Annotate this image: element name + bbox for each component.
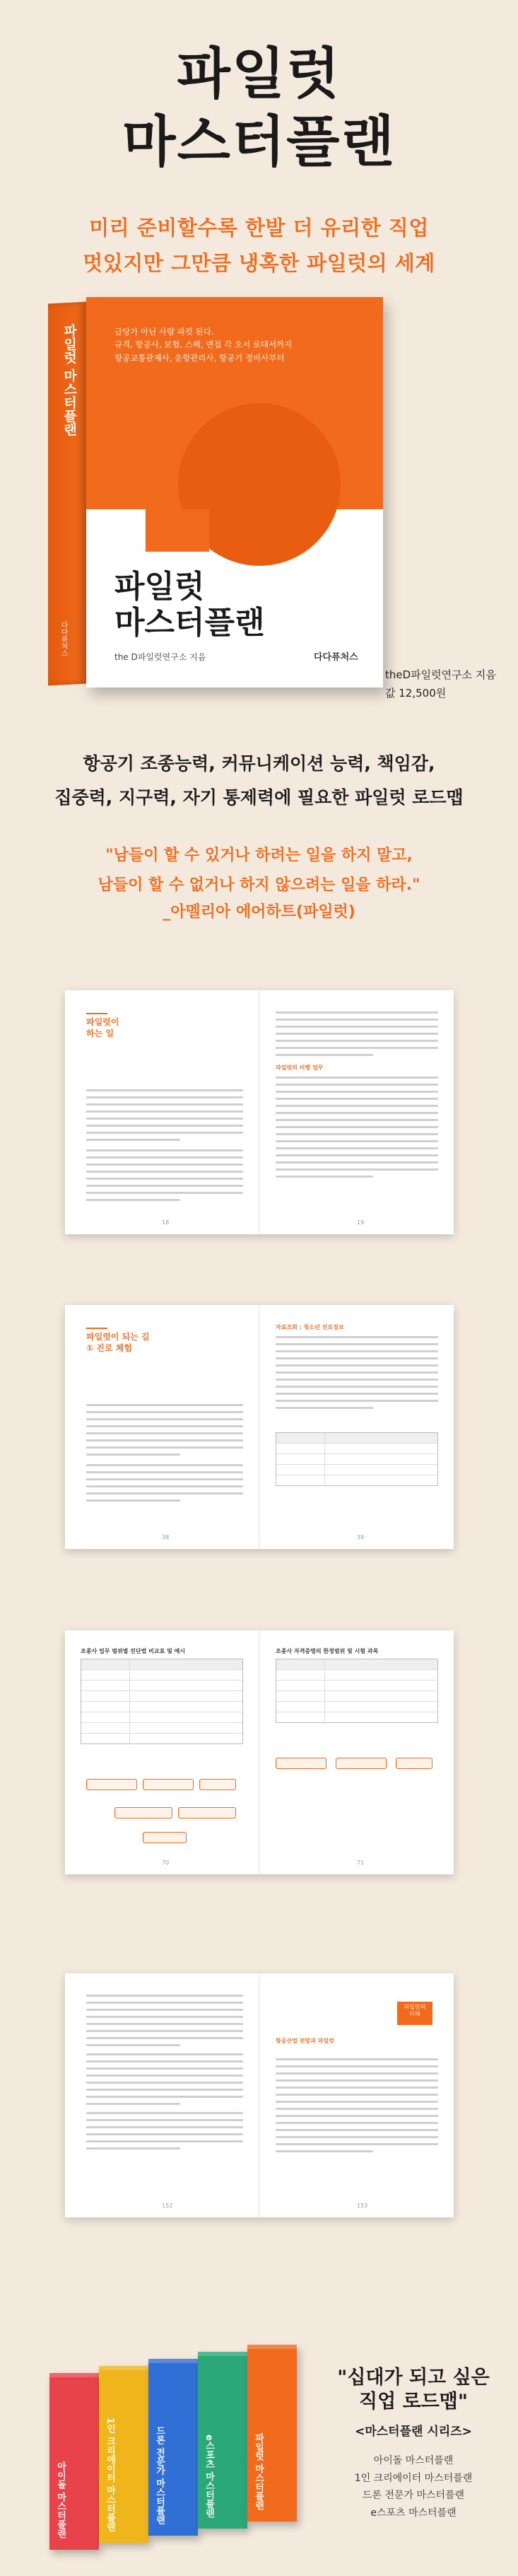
series-book-label: 드론 전문가 마스터플랜 — [154, 2425, 165, 2524]
cover-publisher-logo: 다다퓨처스 — [314, 652, 358, 663]
hero-section — [0, 0, 518, 976]
tagline-line1: 항공기 조종능력, 커뮤니케이션 능력, 책임감, — [83, 753, 435, 774]
book-spread-4 — [65, 1973, 454, 2217]
series-heading — [332, 2366, 495, 2414]
body-text-lines — [86, 1089, 243, 1206]
body-text-lines — [276, 1336, 438, 1414]
page-number: 19 — [357, 1219, 365, 1226]
page-number: 70 — [162, 1860, 170, 1866]
spread-1-left-page — [65, 990, 259, 1234]
book-cover-image — [48, 297, 380, 693]
flow-diagram — [86, 1772, 237, 1850]
series-list-item: 1인 크리에이터 마스터플랜 — [354, 2472, 473, 2484]
license-table — [276, 1659, 438, 1723]
section-subheading: 항공산업 전망과 파일럿 — [276, 2038, 334, 2044]
section-subheading: 파일럿의 비행 업무 — [276, 1064, 324, 1071]
flow-diagram — [276, 1751, 438, 1793]
book-spread-2 — [65, 1305, 454, 1549]
cover-title-line2: 마스터플랜 — [114, 604, 265, 641]
page-number: 152 — [162, 2203, 173, 2209]
chapter-rule — [86, 1013, 107, 1014]
chapter-heading-1: 파일럿이 하는 일 — [86, 1017, 119, 1038]
book-spine — [48, 302, 86, 686]
body-text-lines — [276, 1077, 438, 1183]
chapter-rule — [86, 1328, 107, 1329]
series-book-esports — [198, 2352, 247, 2529]
spine-publisher: 다다퓨처스 — [59, 621, 67, 657]
cover-author: the D파일럿연구소 지음 — [114, 652, 206, 662]
series-name: <마스터플랜 시리즈> — [355, 2425, 472, 2439]
spread-2-right-page — [260, 1305, 454, 1549]
spread-3-right-page — [260, 1630, 454, 1874]
chapter-tag: 파일럿의 미래 — [397, 2002, 432, 2025]
series-list-item: 드론 전문가 마스터플랜 — [362, 2490, 465, 2501]
book-spread-3 — [65, 1630, 454, 1874]
subtitle-line1: 미리 준비할수록 한발 더 유리한 직업 — [89, 216, 429, 240]
series-book-label: e스포츠 마스터플랜 — [204, 2434, 214, 2517]
spread-1-right-page — [260, 990, 454, 1234]
table-title: 조종사 자격증명의 한정범위 및 시험 과목 — [276, 1648, 379, 1654]
spread-4-right-page — [260, 1973, 454, 2217]
main-title-line2: 마스터플랜 — [122, 110, 396, 174]
quote-line1: "남들이 할 수 있거나 하려는 일을 하지 말고, — [105, 847, 413, 864]
comparison-table — [81, 1659, 243, 1744]
book-spread-1 — [65, 990, 454, 1234]
series-book-drone — [148, 2359, 198, 2536]
series-book-idol — [49, 2373, 99, 2550]
series-book-label: 아이돌 마스터플랜 — [55, 2461, 66, 2539]
cover-title-line1: 파일럿 — [114, 569, 205, 605]
spread-2-left-page — [65, 1305, 259, 1549]
book-author: theD파일럿연구소 지음 — [385, 668, 496, 681]
spread-3-left-page — [65, 1630, 259, 1874]
page-number: 18 — [162, 1219, 170, 1226]
chapter-heading-2: 파일럿이 되는 길 ① 진로 체험 — [86, 1332, 150, 1353]
book-meta — [385, 666, 496, 702]
body-text-lines — [276, 1011, 438, 1061]
series-list-item: 아이돌 마스터플랜 — [373, 2455, 454, 2466]
series-section — [0, 2309, 518, 2576]
page-number: 71 — [357, 1860, 365, 1866]
table-title: 조종사 업무 범위별 진단법 비교표 및 예시 — [81, 1648, 186, 1654]
quote-line2: 남들이 할 수 없거나 하지 않으려는 일을 하라." — [98, 876, 420, 894]
series-list — [332, 2452, 495, 2522]
info-table — [276, 1432, 438, 1486]
cover-blurb-line3: 항공교통관제사, 운항관리사, 항공기 정비사부터 — [114, 352, 285, 363]
page-number: 39 — [357, 1534, 365, 1541]
spine-title: 파일럿 마스터플랜 — [61, 323, 77, 437]
quote-author: _아멜리아 에어하트(파일럿) — [163, 903, 355, 921]
page-number: 38 — [162, 1534, 170, 1541]
series-book-pilot — [247, 2345, 297, 2522]
subtitle-line2: 멋있지만 그만큼 냉혹한 파일럿의 세계 — [83, 251, 435, 275]
cover-blurb — [114, 325, 292, 364]
series-book-label: 1인 크리에이터 마스터플랜 — [105, 2417, 115, 2531]
series-list-item: e스포츠 마스터플랜 — [370, 2507, 457, 2519]
body-text-lines — [86, 1404, 243, 1507]
series-book-creator — [99, 2366, 148, 2543]
cover-blurb-line1: 급당가 아닌 사람 파킷 된다. — [114, 327, 214, 337]
main-title-line1: 파일럿 — [177, 42, 341, 106]
series-book-label: 파일럿 마스터플랜 — [253, 2433, 264, 2510]
cover-title — [114, 569, 265, 641]
tagline-line2: 집중력, 지구력, 자기 통제력에 필요한 파일럿 로드맵 — [54, 787, 464, 808]
book-front-cover — [86, 297, 383, 687]
series-heading-line2: 직업 로드맵" — [359, 2390, 468, 2413]
body-text-lines — [86, 1995, 243, 2154]
cover-orange-tab — [146, 509, 209, 552]
cover-blurb-line2: 규격, 항공사, 보험, 스펙, 면접 각 오서 로대서까지 — [114, 340, 293, 350]
spread-4-left-page — [65, 1973, 259, 2217]
body-text-lines — [276, 2058, 438, 2157]
section-subheading: 자료조회 : 청소년 진로정보 — [276, 1324, 344, 1330]
series-heading-line1: "십대가 되고 싶은 — [337, 2367, 490, 2389]
page-number: 153 — [357, 2203, 368, 2209]
book-price: 값 12,500원 — [385, 686, 447, 700]
